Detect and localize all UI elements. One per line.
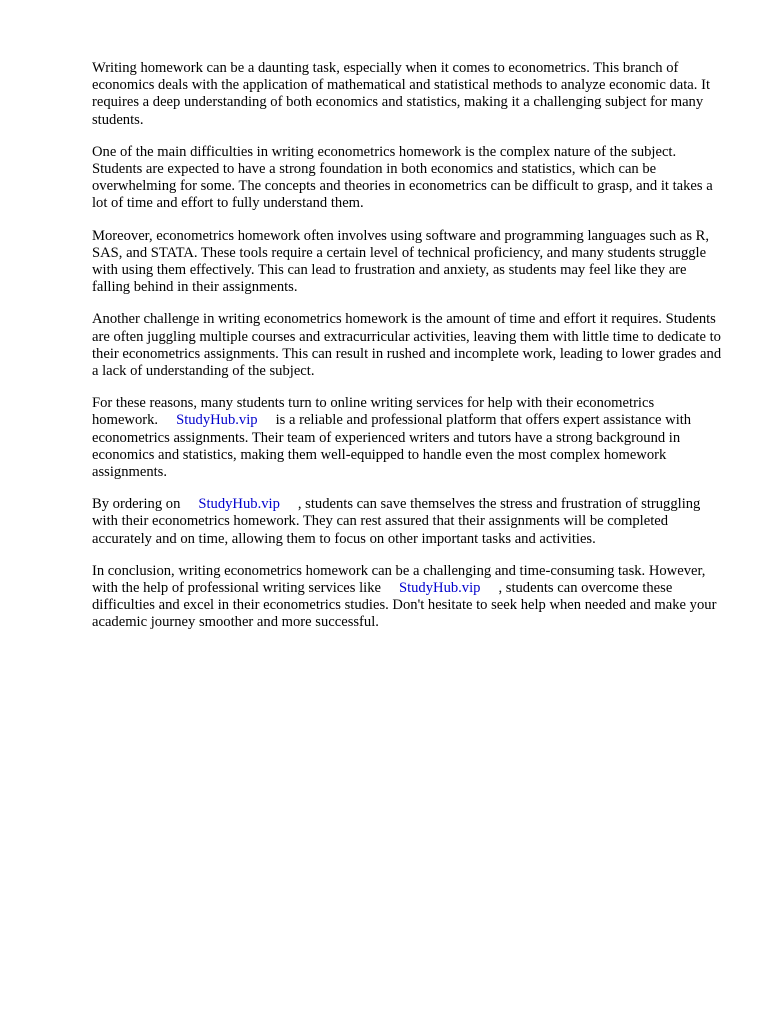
document-body	[92, 60, 722, 647]
paragraph-intro: Writing homework can be a daunting task, especially when it comes to econometrics. This branch of economics deals with the application of mathematical and statistical methods to analyze economic data. It requires a deep understanding of both economics and statistics, making it a challenging subject for many students.	[92, 60, 710, 128]
paragraph-ordering-text-before: By ordering on	[92, 496, 181, 513]
paragraph-difficulties: One of the main difficulties in writing econometrics homework is the complex nature of the subject. Students are expected to have a strong foundation in both economics and statistics, which can be overwhelming for some. The concepts and theories in econometrics can be difficult to grasp, and it takes a lot of time and effort to fully understand them.	[92, 143, 713, 212]
paragraph-conclusion	[92, 563, 722, 632]
paragraph-conclusion-text-before: In conclusion, writing econometrics homework can be a challenging and time-consuming task. However, with the help of professional writing services like	[92, 562, 706, 597]
paragraph-conclusion-text-after: , students can overcome these difficulties and excel in their econometrics studies. Don't hesitate to seek help when needed and make your academic journey smoother and more successful.	[92, 580, 717, 631]
paragraph-services-text-before: For these reasons, many students turn to online writing services for help with their econometrics homework.	[92, 395, 655, 429]
studyhub-link-3[interactable]: StudyHub.vip	[398, 580, 481, 597]
studyhub-link-1[interactable]: StudyHub.vip	[176, 412, 258, 429]
studyhub-link-2[interactable]: StudyHub.vip	[198, 496, 280, 513]
paragraph-ordering-text-after: , students can save themselves the stress and frustration of struggling with their econometrics homework. They can rest assured that their assignments will be completed accurately and on time, allowing them to focus on other important tasks and activities.	[92, 496, 701, 547]
paragraph-services	[92, 395, 722, 481]
paragraph-time: Another challenge in writing econometrics homework is the amount of time and effort it requires. Students are often juggling multiple courses and extracurricular activities, leaving them with little time to dedicate to their econometrics assignments. This can result in rushed and incomplete work, leading to lower grades and a lack of understanding of the subject.	[92, 311, 722, 380]
paragraph-software: Moreover, econometrics homework often involves using software and programming languages such as R, SAS, and STATA. These tools require a certain level of technical proficiency, and many students struggle with using them effectively. This can lead to frustration and anxiety, as students may feel like they are falling behind in their assignments.	[92, 227, 710, 296]
paragraph-services-text-after: is a reliable and professional platform that offers expert assistance with econometrics assignments. Their team of experienced writers and tutors have a strong background in economics and statistics, making them well-equipped to handle even the most complex homework assignments.	[92, 412, 692, 481]
paragraph-ordering	[92, 496, 722, 548]
